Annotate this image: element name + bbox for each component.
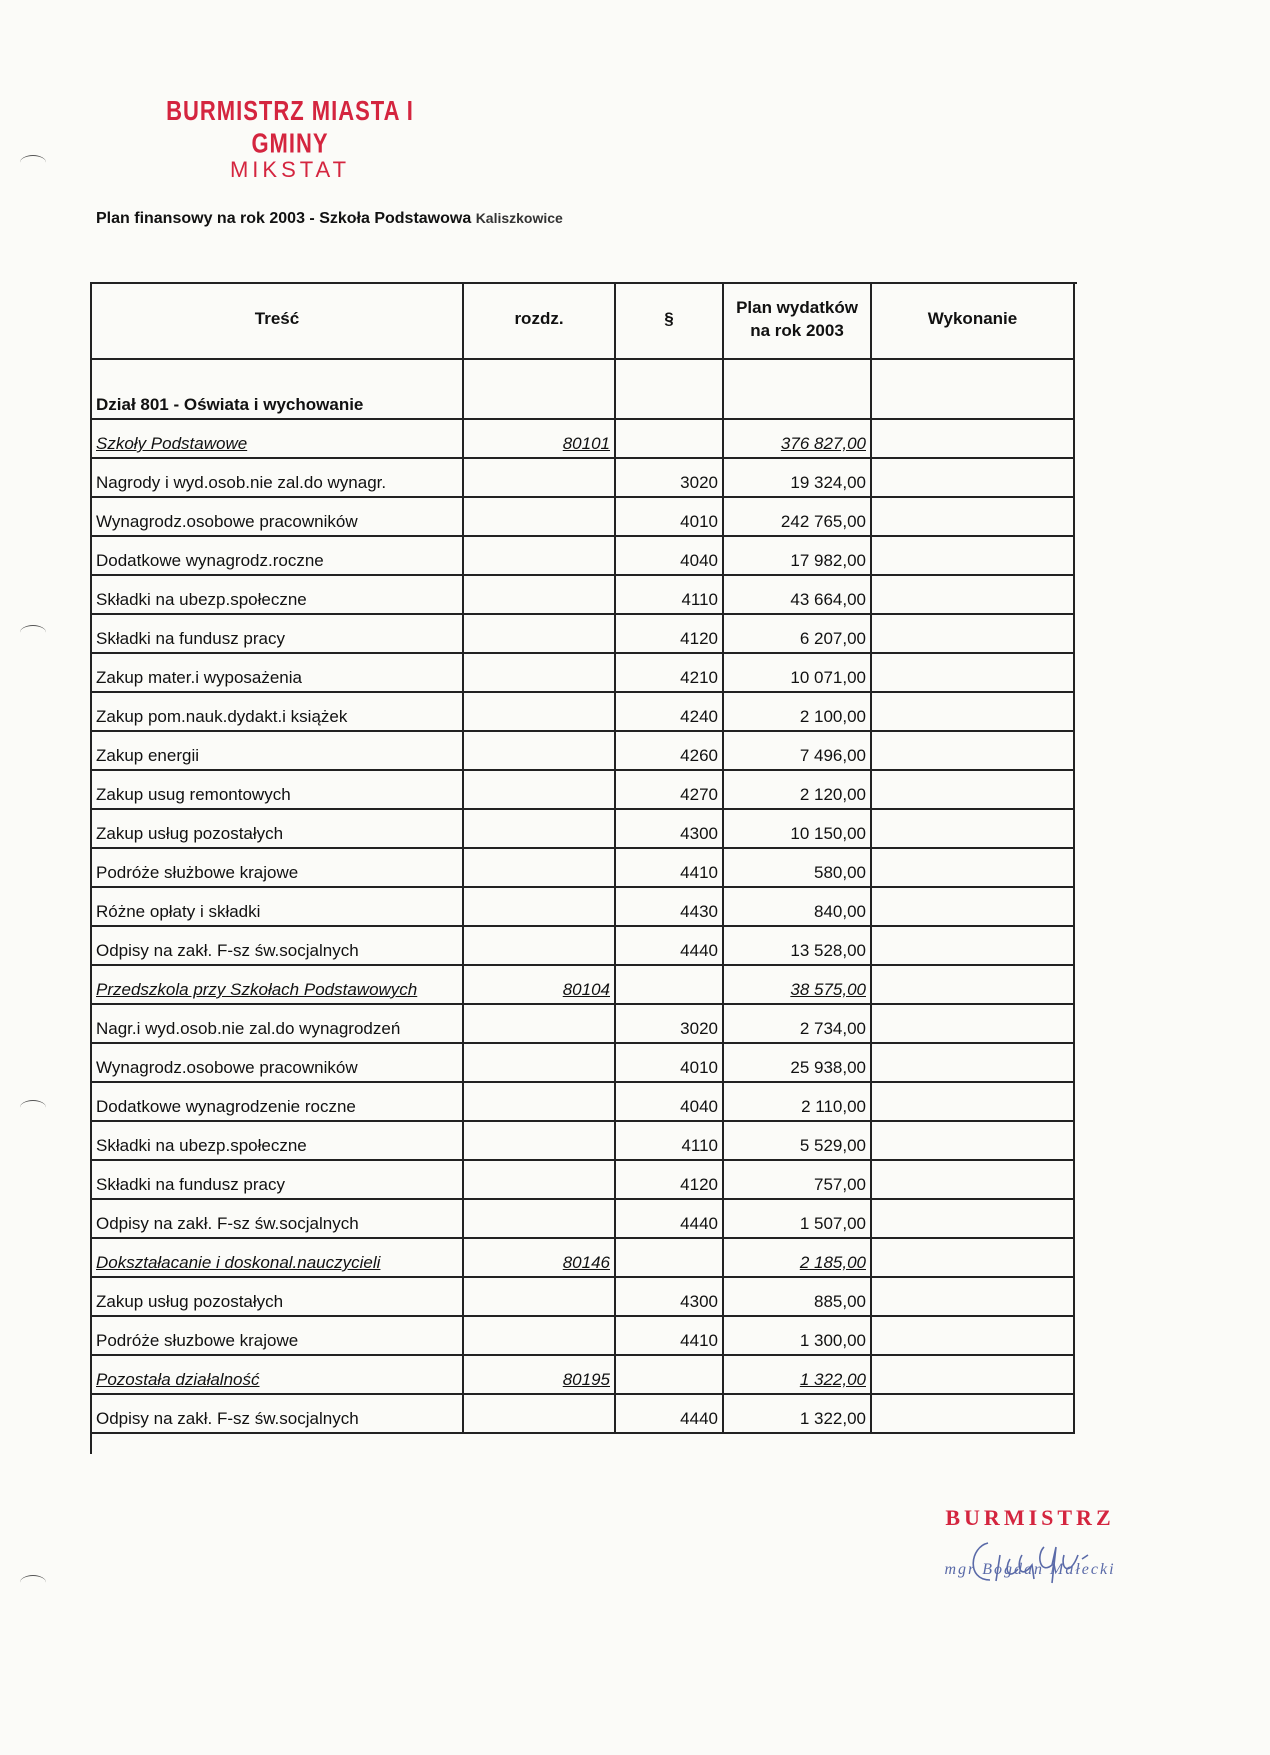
cell-par bbox=[616, 1356, 724, 1395]
stamp-bottom-title: BURMISTRZ bbox=[945, 1505, 1115, 1530]
cell-tresc: Zakup pom.nauk.dydakt.i książek bbox=[92, 693, 464, 732]
cell-wyk bbox=[872, 615, 1075, 654]
cell-plan: 2 110,00 bbox=[724, 1083, 872, 1122]
table-header bbox=[92, 284, 1077, 360]
cell-plan: 1 507,00 bbox=[724, 1200, 872, 1239]
section-row bbox=[92, 360, 1077, 420]
table-row bbox=[92, 654, 1077, 693]
budget-table bbox=[90, 282, 1077, 1454]
cell-rozdz bbox=[464, 615, 616, 654]
cell-wyk bbox=[872, 1278, 1075, 1317]
cell-rozdz bbox=[464, 1278, 616, 1317]
table-row bbox=[92, 615, 1077, 654]
cell-wyk bbox=[872, 693, 1075, 732]
cell-par: 3020 bbox=[616, 459, 724, 498]
cell-plan: 2 734,00 bbox=[724, 1005, 872, 1044]
cell-tresc: Odpisy na zakł. F-sz św.socjalnych bbox=[92, 1395, 464, 1434]
table-row bbox=[92, 732, 1077, 771]
cell-rozdz bbox=[464, 1200, 616, 1239]
table-row bbox=[92, 849, 1077, 888]
subsection-row bbox=[92, 1239, 1077, 1278]
cell-tresc: Nagr.i wyd.osob.nie zal.do wynagrodzeń bbox=[92, 1005, 464, 1044]
table-row bbox=[92, 1161, 1077, 1200]
table-row bbox=[92, 888, 1077, 927]
cell-par: 4240 bbox=[616, 693, 724, 732]
cell-plan: 376 827,00 bbox=[724, 420, 872, 459]
cell-rozdz: 80146 bbox=[464, 1239, 616, 1278]
subsection-row bbox=[92, 420, 1077, 459]
cell-tresc: Wynagrodz.osobowe pracowników bbox=[92, 498, 464, 537]
cell-par: 4410 bbox=[616, 849, 724, 888]
cell-wyk bbox=[872, 1083, 1075, 1122]
cell-rozdz bbox=[464, 1317, 616, 1356]
table-row bbox=[92, 1278, 1077, 1317]
cell-rozdz bbox=[464, 459, 616, 498]
cell-rozdz: 80195 bbox=[464, 1356, 616, 1395]
header-rozdz: rozdz. bbox=[464, 284, 616, 360]
cell-par: 4110 bbox=[616, 1122, 724, 1161]
cell-wyk bbox=[872, 1005, 1075, 1044]
cell-plan: 2 100,00 bbox=[724, 693, 872, 732]
table-row bbox=[92, 459, 1077, 498]
cell-rozdz bbox=[464, 537, 616, 576]
table-row bbox=[92, 1005, 1077, 1044]
cell-plan: 13 528,00 bbox=[724, 927, 872, 966]
cell-par: 4120 bbox=[616, 1161, 724, 1200]
cell-plan: 17 982,00 bbox=[724, 537, 872, 576]
cell-wyk bbox=[872, 966, 1075, 1005]
cell-par: 4300 bbox=[616, 1278, 724, 1317]
table-row bbox=[92, 1122, 1077, 1161]
cell-tresc: Zakup mater.i wyposażenia bbox=[92, 654, 464, 693]
cell-par: 4210 bbox=[616, 654, 724, 693]
section-plan bbox=[724, 360, 872, 420]
punch-hole-4 bbox=[20, 1575, 46, 1590]
cell-tresc: Zakup usług pozostałych bbox=[92, 1278, 464, 1317]
cell-tresc: Pozostała działalność bbox=[92, 1356, 464, 1395]
cell-plan: 19 324,00 bbox=[724, 459, 872, 498]
cell-tresc: Składki na ubezp.społeczne bbox=[92, 1122, 464, 1161]
cell-tresc: Podróże służbowe krajowe bbox=[92, 849, 464, 888]
cell-plan: 1 322,00 bbox=[724, 1395, 872, 1434]
table-row bbox=[92, 576, 1077, 615]
cell-wyk bbox=[872, 771, 1075, 810]
table-row bbox=[92, 810, 1077, 849]
cell-plan: 10 071,00 bbox=[724, 654, 872, 693]
cell-wyk bbox=[872, 1044, 1075, 1083]
cell-plan: 840,00 bbox=[724, 888, 872, 927]
stamp-bottom-name: mgr Bogdan Małecki bbox=[944, 1561, 1116, 1578]
cell-tresc: Zakup energii bbox=[92, 732, 464, 771]
cell-rozdz bbox=[464, 693, 616, 732]
cell-wyk bbox=[872, 1161, 1075, 1200]
table-row bbox=[92, 1044, 1077, 1083]
table-row bbox=[92, 771, 1077, 810]
cell-rozdz bbox=[464, 1044, 616, 1083]
cell-tresc: Składki na ubezp.społeczne bbox=[92, 576, 464, 615]
cell-rozdz bbox=[464, 927, 616, 966]
section-par bbox=[616, 360, 724, 420]
stamp-line-2: MIKSTAT bbox=[229, 157, 351, 182]
table-row bbox=[92, 1083, 1077, 1122]
cell-plan: 43 664,00 bbox=[724, 576, 872, 615]
cell-wyk bbox=[872, 927, 1075, 966]
cell-wyk bbox=[872, 1317, 1075, 1356]
table-row bbox=[92, 927, 1077, 966]
header-paragraph: § bbox=[616, 284, 724, 360]
cell-rozdz bbox=[464, 1161, 616, 1200]
table-row bbox=[92, 693, 1077, 732]
document-title bbox=[96, 210, 563, 228]
cell-par: 4040 bbox=[616, 537, 724, 576]
cell-plan: 242 765,00 bbox=[724, 498, 872, 537]
cell-plan: 580,00 bbox=[724, 849, 872, 888]
cell-wyk bbox=[872, 537, 1075, 576]
header-tresc: Treść bbox=[92, 284, 464, 360]
cell-wyk bbox=[872, 1122, 1075, 1161]
cell-par bbox=[616, 966, 724, 1005]
punch-hole-3 bbox=[20, 1100, 46, 1115]
cell-rozdz bbox=[464, 1005, 616, 1044]
cell-tresc: Składki na fundusz pracy bbox=[92, 1161, 464, 1200]
cell-wyk bbox=[872, 420, 1075, 459]
cell-wyk bbox=[872, 1200, 1075, 1239]
section-label: Dział 801 - Oświata i wychowanie bbox=[92, 360, 464, 420]
cell-tresc: Odpisy na zakł. F-sz św.socjalnych bbox=[92, 927, 464, 966]
cell-tresc: Dodatkowe wynagrodz.roczne bbox=[92, 537, 464, 576]
cell-par: 4120 bbox=[616, 615, 724, 654]
cell-rozdz bbox=[464, 654, 616, 693]
cell-plan: 7 496,00 bbox=[724, 732, 872, 771]
section-rozdz bbox=[464, 360, 616, 420]
cell-rozdz bbox=[464, 732, 616, 771]
table-row bbox=[92, 1395, 1077, 1434]
cell-plan: 38 575,00 bbox=[724, 966, 872, 1005]
cell-tresc: Podróże słuzbowe krajowe bbox=[92, 1317, 464, 1356]
cell-rozdz bbox=[464, 1083, 616, 1122]
subsection-row bbox=[92, 966, 1077, 1005]
header-wykonanie: Wykonanie bbox=[872, 284, 1075, 360]
cell-rozdz bbox=[464, 1122, 616, 1161]
cell-par: 4440 bbox=[616, 927, 724, 966]
cell-par bbox=[616, 1239, 724, 1278]
cell-wyk bbox=[872, 1395, 1075, 1434]
cell-wyk bbox=[872, 576, 1075, 615]
cell-wyk bbox=[872, 1356, 1075, 1395]
title-faint: Kaliszkowice bbox=[475, 210, 563, 226]
cell-plan: 885,00 bbox=[724, 1278, 872, 1317]
cell-rozdz bbox=[464, 810, 616, 849]
cell-rozdz bbox=[464, 576, 616, 615]
cell-tresc: Różne opłaty i składki bbox=[92, 888, 464, 927]
cell-par: 4040 bbox=[616, 1083, 724, 1122]
cell-tresc: Zakup usug remontowych bbox=[92, 771, 464, 810]
cell-wyk bbox=[872, 849, 1075, 888]
cell-tresc: Dokształacanie i doskonal.nauczycieli bbox=[92, 1239, 464, 1278]
stamp-line-1: BURMISTRZ MIASTA I GMINY bbox=[166, 95, 414, 159]
cell-par: 4440 bbox=[616, 1200, 724, 1239]
cell-par: 4430 bbox=[616, 888, 724, 927]
cell-tresc: Nagrody i wyd.osob.nie zal.do wynagr. bbox=[92, 459, 464, 498]
header-plan: Plan wydatków na rok 2003 bbox=[724, 284, 872, 360]
cell-plan: 10 150,00 bbox=[724, 810, 872, 849]
cell-tresc: Przedszkola przy Szkołach Podstawowych bbox=[92, 966, 464, 1005]
cell-rozdz bbox=[464, 498, 616, 537]
cell-par: 4440 bbox=[616, 1395, 724, 1434]
cell-wyk bbox=[872, 1239, 1075, 1278]
table-row bbox=[92, 1317, 1077, 1356]
table-row bbox=[92, 1200, 1077, 1239]
table-row bbox=[92, 498, 1077, 537]
cell-wyk bbox=[872, 498, 1075, 537]
cell-par bbox=[616, 420, 724, 459]
cell-plan: 757,00 bbox=[724, 1161, 872, 1200]
punch-hole-1 bbox=[20, 155, 46, 170]
cell-rozdz bbox=[464, 1395, 616, 1434]
cell-par: 4110 bbox=[616, 576, 724, 615]
cell-plan: 1 322,00 bbox=[724, 1356, 872, 1395]
mayor-stamp bbox=[140, 95, 440, 183]
table-row bbox=[92, 537, 1077, 576]
cell-par: 3020 bbox=[616, 1005, 724, 1044]
cell-plan: 2 185,00 bbox=[724, 1239, 872, 1278]
cell-wyk bbox=[872, 654, 1075, 693]
cell-plan: 1 300,00 bbox=[724, 1317, 872, 1356]
cell-wyk bbox=[872, 732, 1075, 771]
section-wykonanie bbox=[872, 360, 1075, 420]
cell-tresc: Składki na fundusz pracy bbox=[92, 615, 464, 654]
cell-plan: 2 120,00 bbox=[724, 771, 872, 810]
cell-wyk bbox=[872, 459, 1075, 498]
cell-rozdz bbox=[464, 888, 616, 927]
cell-plan: 6 207,00 bbox=[724, 615, 872, 654]
punch-hole-2 bbox=[20, 625, 46, 640]
cell-par: 4260 bbox=[616, 732, 724, 771]
cell-rozdz bbox=[464, 771, 616, 810]
cell-par: 4300 bbox=[616, 810, 724, 849]
handwritten-signature bbox=[960, 1525, 1110, 1595]
title-main: Plan finansowy na rok 2003 - Szkoła Podstawowa bbox=[96, 210, 472, 227]
cell-tresc: Dodatkowe wynagrodzenie roczne bbox=[92, 1083, 464, 1122]
cell-par: 4010 bbox=[616, 498, 724, 537]
cell-plan: 25 938,00 bbox=[724, 1044, 872, 1083]
cell-tresc: Wynagrodz.osobowe pracowników bbox=[92, 1044, 464, 1083]
cell-par: 4010 bbox=[616, 1044, 724, 1083]
cell-tresc: Zakup usług pozostałych bbox=[92, 810, 464, 849]
cell-par: 4410 bbox=[616, 1317, 724, 1356]
cell-wyk bbox=[872, 888, 1075, 927]
cell-tresc: Odpisy na zakł. F-sz św.socjalnych bbox=[92, 1200, 464, 1239]
cell-wyk bbox=[872, 810, 1075, 849]
cell-tresc: Szkoły Podstawowe bbox=[92, 420, 464, 459]
cell-rozdz: 80104 bbox=[464, 966, 616, 1005]
cell-rozdz bbox=[464, 849, 616, 888]
subsection-row bbox=[92, 1356, 1077, 1395]
cell-plan: 5 529,00 bbox=[724, 1122, 872, 1161]
cell-rozdz: 80101 bbox=[464, 420, 616, 459]
cell-par: 4270 bbox=[616, 771, 724, 810]
